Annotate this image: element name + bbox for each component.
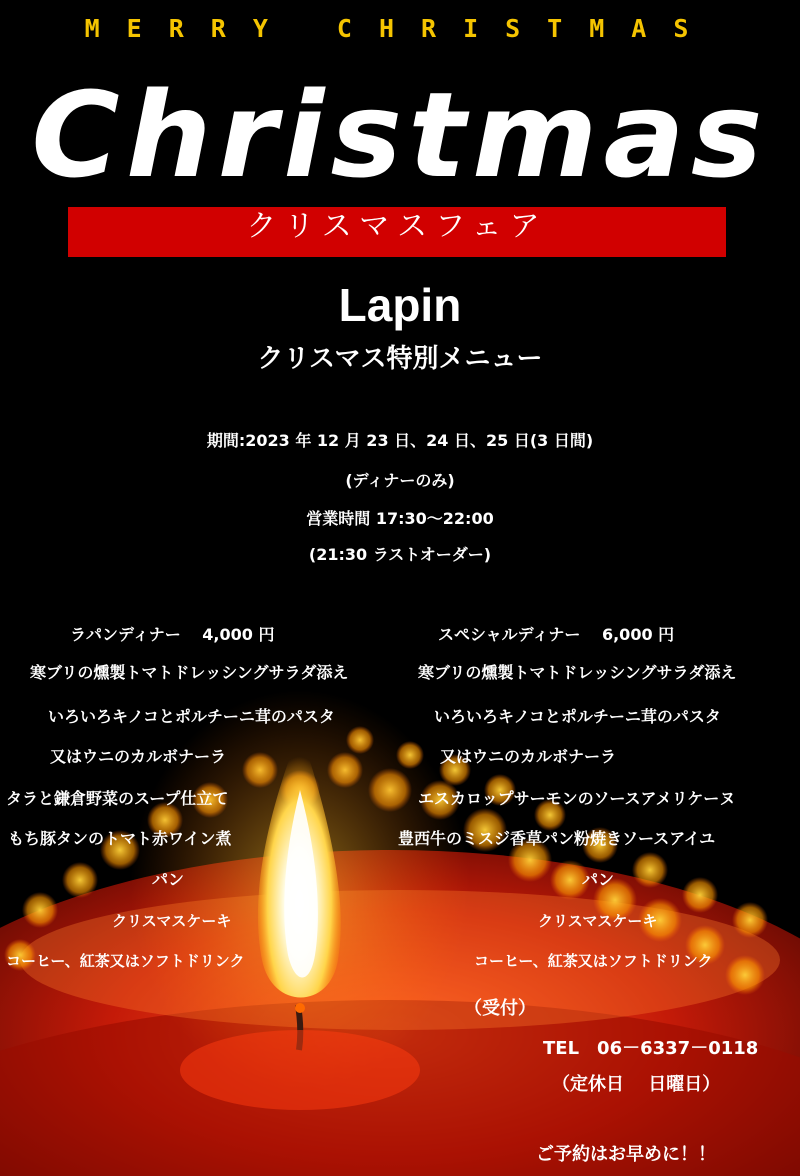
left-menu-item: もち豚タンのトマト赤ワイン煮 xyxy=(8,829,232,848)
right-menu-item: 寒ブリの燻製トマトドレッシングサラダ添え xyxy=(418,663,737,682)
right-menu-item: エスカロップサーモンのソースアメリケーヌ xyxy=(418,789,736,808)
left-menu-item: パン xyxy=(152,870,185,889)
christmas-title: Christmas xyxy=(31,66,769,204)
left-menu-item: 寒ブリの燻製トマトドレッシングサラダ添え xyxy=(30,663,349,682)
left-menu-item: コーヒー、紅茶又はソフトドリンク xyxy=(6,952,245,970)
holiday-text: （定休日 日曜日） xyxy=(552,1074,721,1095)
business-hours-text: 営業時間 17:30～22:00 xyxy=(306,509,494,528)
right-menu-item: クリスマスケーキ xyxy=(538,912,658,930)
right-menu-item: パン xyxy=(582,870,615,889)
left-menu-item: 又はウニのカルボナーラ xyxy=(50,747,227,766)
merry-christmas-heading: MERRY CHRISTMAS xyxy=(84,14,716,43)
tel-number: TEL 06－6337－0118 xyxy=(543,1038,759,1059)
right-menu-item: コーヒー、紅茶又はソフトドリンク xyxy=(474,952,713,970)
reservation-note: ご予約はお早めに！！ xyxy=(536,1144,716,1165)
left-menu-item: クリスマスケーキ xyxy=(112,912,232,930)
left-menu-item: いろいろキノコとポルチーニ茸のパスタ xyxy=(48,707,335,726)
left-menu-item: タラと鎌倉野菜のスープ仕立て xyxy=(6,789,229,808)
fair-label: クリスマスフェア xyxy=(246,209,548,244)
right-menu-item: いろいろキノコとポルチーニ茸のパスタ xyxy=(434,707,721,726)
dinner-only-text: (ディナーのみ) xyxy=(345,471,455,490)
shop-name: Lapin xyxy=(338,279,462,331)
left-menu-title: ラパンディナー 4,000 円 xyxy=(70,625,275,644)
right-menu-title: スペシャルディナー 6,000 円 xyxy=(438,625,675,644)
menu-title: クリスマス特別メニュー xyxy=(257,344,543,374)
right-menu-item: 又はウニのカルボナーラ xyxy=(440,747,617,766)
reception-label: （受付） xyxy=(464,998,536,1019)
last-order-text: (21:30 ラストオーダー) xyxy=(308,545,492,564)
right-menu-item: 豊西牛のミスジ香草パン粉焼きソースアイユ xyxy=(398,829,716,848)
period-text: 期間:2023 年 12 月 23 日、24 日、25 日(3 日間) xyxy=(206,431,594,450)
